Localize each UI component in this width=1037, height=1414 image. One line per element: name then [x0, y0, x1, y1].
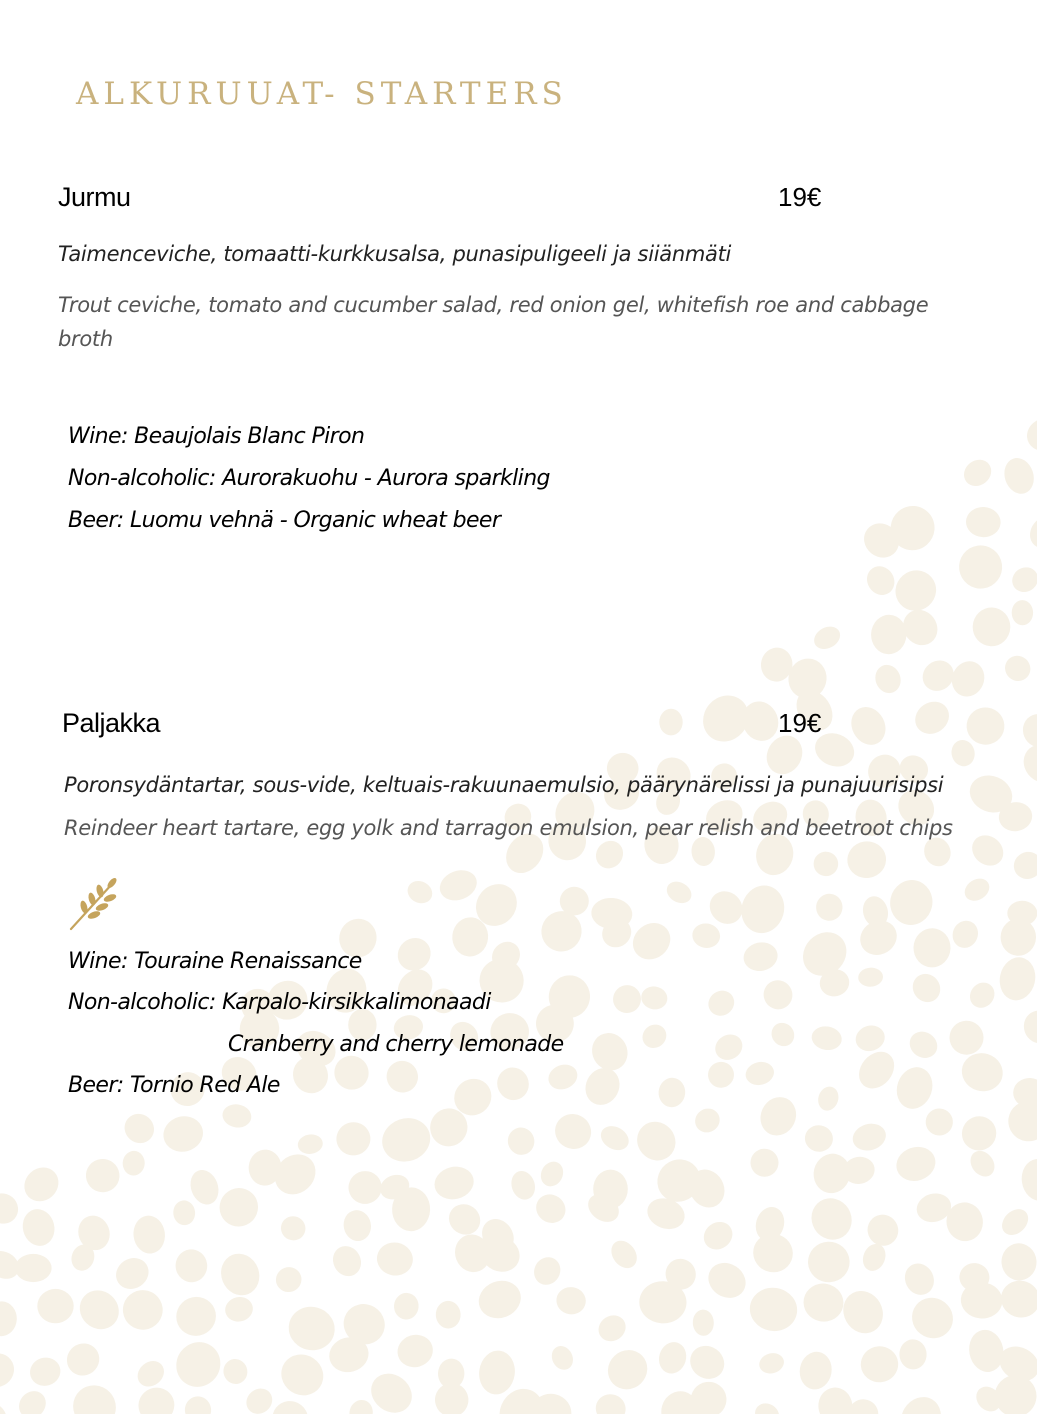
background-dot — [904, 1290, 961, 1347]
background-dot — [1008, 563, 1037, 597]
background-dot — [64, 1377, 124, 1414]
background-dot — [183, 1394, 214, 1414]
background-dot — [703, 986, 739, 1021]
background-dot — [592, 1390, 630, 1414]
background-dot — [639, 984, 669, 1011]
background-dot — [966, 829, 1009, 872]
background-dot — [702, 1256, 753, 1305]
dish-description-en: Trout ceviche, tomato and cucumber salad, red onion gel, whitefish roe and cabbage broth — [58, 293, 929, 351]
background-dot — [957, 1048, 1007, 1096]
background-dot — [655, 1339, 690, 1377]
background-dot — [959, 454, 997, 491]
background-dot — [537, 1158, 568, 1190]
background-dot — [579, 1062, 626, 1111]
background-dot — [381, 1055, 424, 1098]
background-dot — [1004, 1096, 1037, 1146]
background-dot — [1000, 918, 1037, 956]
background-dot — [346, 1168, 385, 1207]
wine-pairing: Wine: Beaujolais Blanc Piron — [68, 424, 365, 449]
background-dot — [221, 1102, 254, 1130]
background-dot — [545, 1060, 581, 1093]
background-dot — [845, 839, 889, 881]
background-dot — [122, 1150, 146, 1176]
background-dot — [946, 656, 989, 701]
background-dot — [1000, 1242, 1037, 1282]
background-dot — [394, 1331, 437, 1372]
background-dot — [363, 1366, 419, 1414]
background-dot — [273, 1346, 331, 1403]
background-dot — [870, 614, 907, 655]
background-dot — [492, 1063, 534, 1105]
background-dot — [1025, 512, 1037, 552]
background-dot — [549, 1108, 597, 1155]
background-dot — [186, 1166, 223, 1208]
background-dot — [692, 1309, 714, 1336]
background-dot — [659, 709, 682, 736]
background-dot — [803, 1123, 835, 1154]
background-dot — [118, 1285, 167, 1334]
background-dot — [690, 836, 716, 867]
background-dot — [119, 1108, 160, 1149]
non-alcoholic-pairing: Non-alcoholic: Aurorakuohu - Aurora sparkling — [68, 466, 550, 491]
background-dot — [996, 1275, 1037, 1322]
background-dot — [815, 892, 844, 922]
background-dot — [948, 917, 982, 952]
background-dot — [767, 1018, 799, 1050]
background-dot — [328, 1241, 366, 1281]
background-dot — [241, 1383, 277, 1414]
background-dot — [174, 1248, 209, 1284]
background-dot — [955, 1109, 1004, 1157]
background-dot — [810, 1024, 844, 1052]
background-dot — [347, 1397, 376, 1414]
background-dot — [160, 1112, 207, 1156]
background-dot — [862, 1209, 904, 1252]
background-dot — [817, 1386, 855, 1414]
background-dot — [223, 1294, 256, 1324]
background-dot — [1019, 1007, 1037, 1048]
background-dot — [746, 1284, 800, 1335]
background-dot — [1000, 454, 1037, 497]
background-dot — [215, 1248, 266, 1301]
background-dot — [0, 1346, 21, 1394]
background-dot — [443, 1198, 486, 1241]
background-dot — [284, 1302, 340, 1356]
background-dot — [594, 1310, 631, 1346]
background-dot — [170, 1291, 222, 1342]
background-dot — [810, 848, 842, 880]
background-dot — [131, 1214, 167, 1256]
background-dot — [277, 1213, 309, 1244]
background-dot — [1019, 1157, 1037, 1203]
background-dot — [800, 1280, 847, 1325]
background-dot — [297, 1133, 324, 1156]
background-dot — [751, 1399, 784, 1414]
background-dot — [690, 921, 722, 950]
background-dot — [110, 1252, 154, 1295]
background-dot — [475, 1230, 526, 1278]
background-dot — [172, 1199, 196, 1226]
background-dot — [529, 1252, 565, 1289]
background-dot — [965, 506, 1001, 538]
background-dot — [997, 1204, 1033, 1240]
dish-description-fi: Taimenceviche, tomaatti-kurkkusalsa, punasipuligeeli ja siiänmäti — [58, 242, 732, 266]
background-dot — [334, 1120, 372, 1158]
background-dot — [60, 1337, 105, 1382]
background-dot — [1021, 413, 1037, 457]
background-dot — [657, 1077, 686, 1109]
background-dot — [859, 1345, 899, 1384]
background-dot — [862, 561, 900, 600]
background-dot — [854, 914, 903, 962]
background-dot — [748, 1228, 799, 1278]
background-dot — [376, 1112, 436, 1168]
background-dot — [404, 877, 436, 908]
background-dot — [741, 939, 780, 974]
background-dot — [607, 979, 646, 1018]
background-dot — [850, 1120, 890, 1154]
non-alcoholic-pairing-en: Cranberry and cherry lemonade — [228, 1032, 564, 1057]
background-dot — [19, 1206, 58, 1249]
background-dot — [964, 705, 1006, 747]
background-dot — [711, 1030, 748, 1065]
background-dot — [504, 1124, 537, 1158]
background-dot — [847, 1398, 879, 1414]
background-dot — [758, 975, 798, 1015]
background-dot — [951, 538, 1010, 597]
background-dot — [0, 1402, 8, 1414]
dish-name-jurmu: Jurmu — [58, 182, 131, 212]
background-dot — [736, 880, 790, 938]
background-dot — [949, 738, 977, 769]
background-dot — [924, 1107, 954, 1137]
background-dot — [900, 1259, 939, 1300]
background-dot — [750, 1148, 779, 1177]
background-dot — [606, 1236, 642, 1273]
background-dot — [17, 1160, 65, 1208]
background-dot — [435, 865, 481, 906]
background-dot — [638, 1020, 671, 1053]
background-dot — [554, 1285, 587, 1316]
background-dot — [907, 968, 946, 1007]
background-dot — [15, 1254, 52, 1282]
background-dot — [626, 915, 678, 966]
background-dot — [1018, 709, 1037, 752]
background-dot — [132, 1356, 169, 1392]
background-dot — [797, 1349, 835, 1392]
background-dot — [1009, 847, 1037, 884]
background-dot — [871, 661, 904, 697]
background-dot — [815, 1084, 841, 1113]
dish-description-en: Reindeer heart tartare, egg yolk and tarragon emulsion, pear relish and beetroot chips — [64, 816, 953, 840]
background-dot — [82, 1155, 123, 1196]
background-dot — [893, 1390, 948, 1414]
background-dot — [905, 1026, 943, 1063]
background-dot — [698, 1216, 738, 1255]
background-dot — [703, 1057, 738, 1092]
background-dot — [435, 1300, 461, 1328]
dish-price-jurmu: 19€ — [778, 182, 822, 212]
background-dot — [961, 874, 994, 905]
background-dot — [473, 1275, 526, 1325]
background-dot — [996, 954, 1037, 1004]
background-dot — [757, 1350, 787, 1376]
background-dot — [836, 1284, 891, 1341]
background-dot — [909, 695, 955, 740]
background-dot — [548, 1342, 577, 1373]
background-dot — [892, 1142, 940, 1186]
background-dot — [1011, 600, 1033, 626]
background-dot — [167, 1333, 229, 1395]
background-dot — [273, 1264, 305, 1296]
background-dot — [13, 1386, 51, 1414]
background-dot — [886, 876, 937, 929]
wheat-icon — [68, 878, 120, 936]
beer-pairing: Beer: Tornio Red Ale — [68, 1073, 280, 1098]
background-dot — [966, 1327, 1007, 1375]
background-dot — [0, 1301, 18, 1337]
background-dot — [374, 1239, 416, 1278]
background-dot — [431, 1163, 477, 1204]
background-dot — [433, 1381, 471, 1414]
background-dot — [810, 622, 844, 653]
background-dot — [754, 1091, 802, 1141]
background-dot — [845, 701, 892, 751]
background-dot — [691, 1104, 725, 1137]
background-dot — [265, 1394, 315, 1414]
background-dot — [972, 607, 1011, 647]
background-dot — [530, 1189, 571, 1229]
background-dot — [600, 1342, 656, 1398]
dish-description-fi: Poronsydäntartar, sous-vide, keltuais-rakuunaemulsio, päärynärelissi ja punajuurisipsi — [64, 773, 944, 797]
background-dot — [852, 1022, 887, 1055]
dish-price-paljakka: 19€ — [778, 708, 822, 738]
background-dot — [393, 1292, 420, 1321]
background-dot — [476, 1348, 517, 1397]
background-dot — [26, 1354, 63, 1390]
dish-name-paljakka: Paljakka — [62, 708, 161, 738]
background-dot — [899, 1339, 928, 1370]
section-title: ALKURUUAT- STARTERS — [76, 76, 568, 112]
background-dot — [0, 1187, 24, 1230]
background-dot — [965, 978, 1000, 1013]
background-dot — [220, 1356, 251, 1387]
beer-pairing: Beer: Luomu vehnä - Organic wheat beer — [68, 508, 501, 533]
background-dot — [133, 1382, 179, 1414]
wine-pairing: Wine: Touraine Renaissance — [68, 949, 362, 974]
background-dot — [597, 1121, 633, 1154]
background-dot — [807, 1241, 851, 1284]
background-dot — [858, 967, 884, 988]
background-dot — [37, 1289, 74, 1324]
background-dot — [72, 1282, 127, 1337]
background-dot — [1000, 651, 1036, 687]
background-dot — [966, 1146, 1000, 1181]
background-dot — [663, 877, 695, 907]
background-dot — [329, 1050, 374, 1095]
background-dot — [341, 1208, 374, 1244]
background-dot — [891, 1062, 938, 1113]
non-alcoholic-pairing: Non-alcoholic: Karpalo-kirsikkalimonaadi — [68, 990, 491, 1015]
background-dot — [590, 835, 628, 874]
background-dot — [743, 1059, 776, 1088]
background-dot — [684, 1339, 731, 1385]
background-dot — [804, 1191, 860, 1248]
background-dot — [852, 1045, 902, 1096]
background-dot — [212, 1180, 266, 1234]
background-dot — [508, 1168, 539, 1203]
background-dot — [913, 928, 951, 968]
